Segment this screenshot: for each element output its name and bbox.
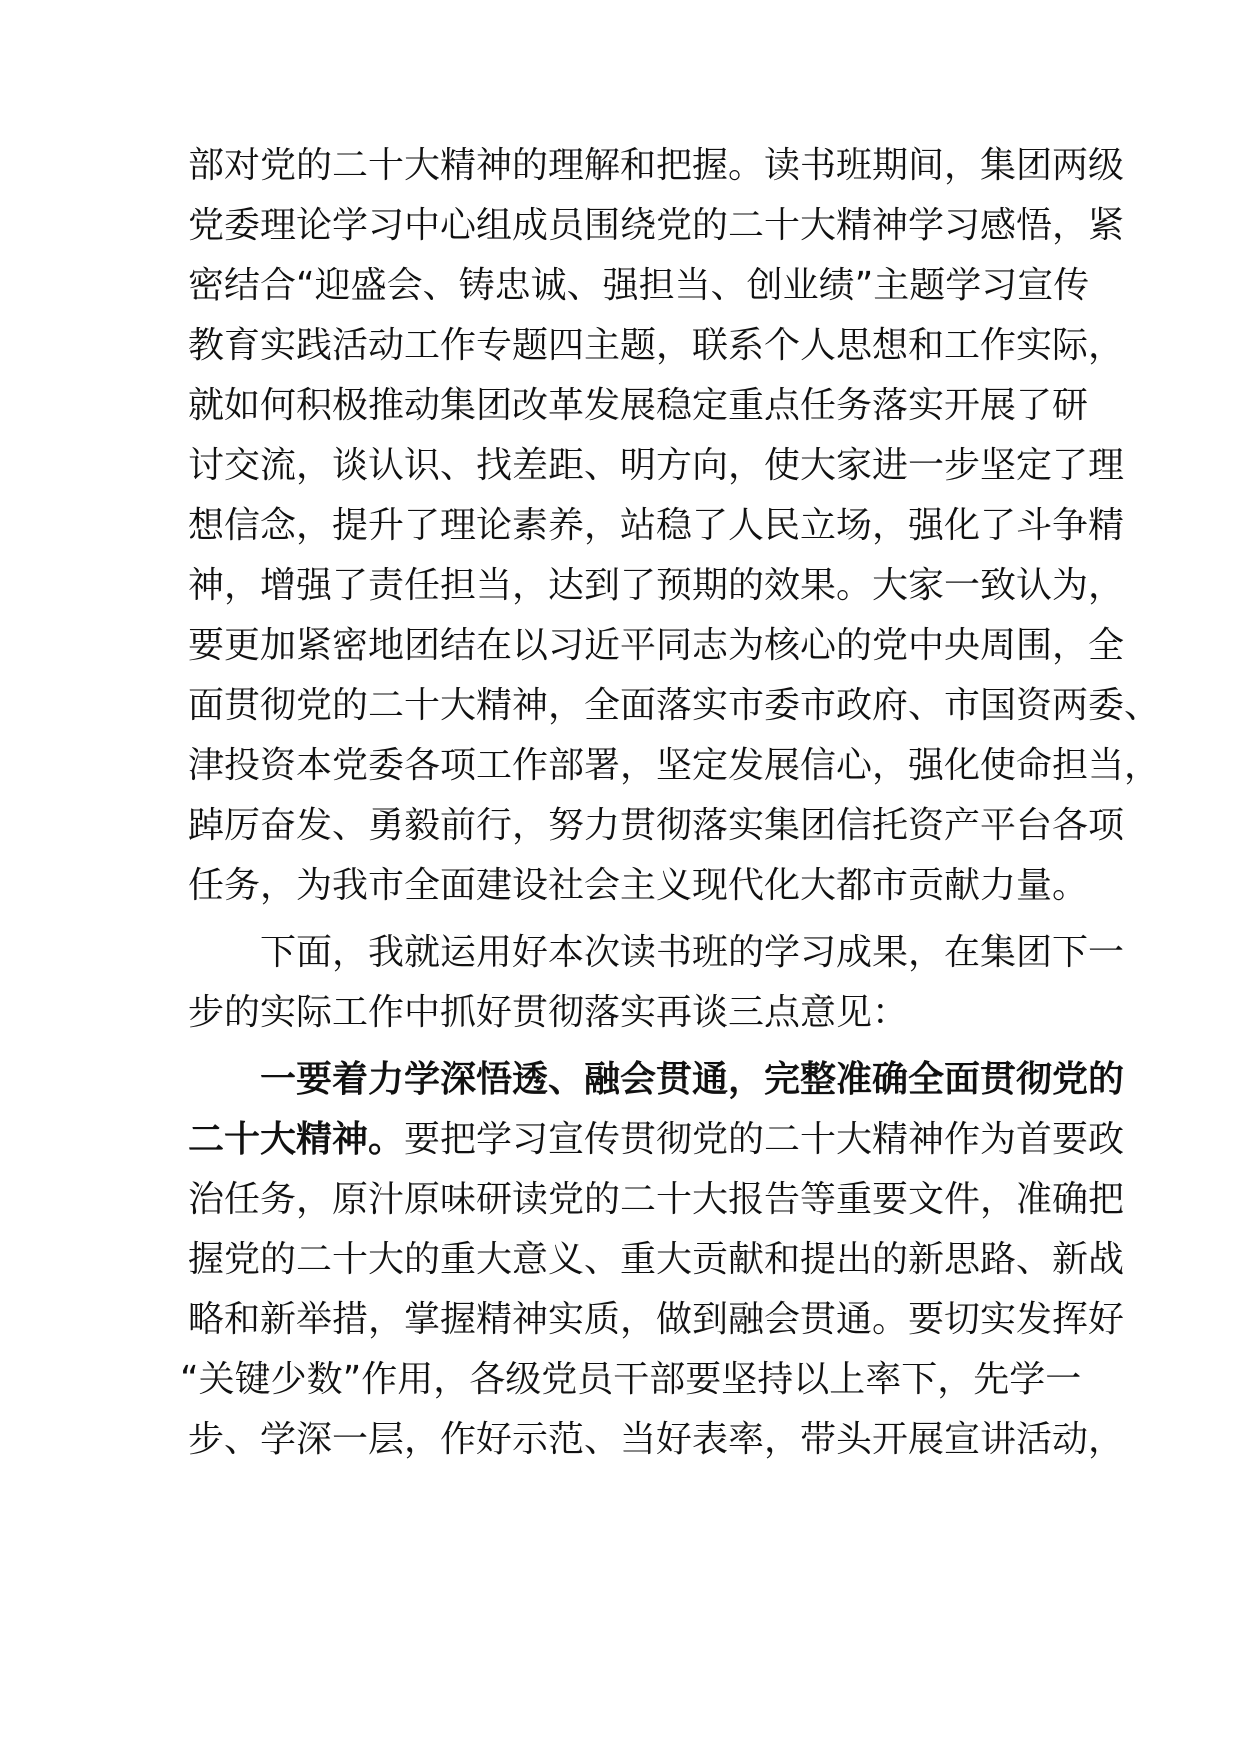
paragraph-line: 想信念，提升了理论素养，站稳了人民立场，强化了斗争精 — [188, 505, 1125, 546]
paragraph-line: 治任务，原汁原味研读党的二十大报告等重要文件，准确把 — [188, 1179, 1125, 1220]
paragraph-line: 讨交流，谈认识、找差距、明方向，使大家进一步坚定了理 — [188, 445, 1125, 486]
paragraph-line: 就如何积极推动集团改革发展稳定重点任务落实开展了研 — [188, 385, 1089, 426]
paragraph-line: 要更加紧密地团结在以习近平同志为核心的党中央周围，全 — [188, 625, 1125, 666]
paragraph-line: 握党的二十大的重大意义、重大贡献和提出的新思路、新战 — [188, 1239, 1125, 1280]
paragraph-line: “关键少数”作用，各级党员干部要坚持以上率下，先学一 — [180, 1359, 1082, 1400]
section-heading-end: 二十大精神。 — [188, 1119, 405, 1160]
section-heading-line: 一要着力学深悟透、融会贯通，完整准确全面贯彻党的 — [260, 1059, 1125, 1100]
paragraph-line: 步的实际工作中抓好贯彻落实再谈三点意见： — [188, 992, 909, 1033]
paragraph-line: 部对党的二十大精神的理解和把握。读书班期间，集团两级 — [188, 145, 1125, 186]
paragraph-line: 面贯彻党的二十大精神，全面落实市委市政府、市国资两委、 — [188, 685, 1161, 726]
paragraph-line: 津投资本党委各项工作部署，坚定发展信心，强化使命担当， — [188, 745, 1161, 786]
paragraph-line — [188, 1107, 1125, 1173]
paragraph-line: 密结合“迎盛会、铸忠诚、强担当、创业绩”主题学习宣传 — [188, 265, 1090, 306]
paragraph-line: 神，增强了责任担当，达到了预期的效果。大家一致认为， — [188, 565, 1125, 606]
paragraph-line: 下面，我就运用好本次读书班的学习成果，在集团下一 — [260, 932, 1125, 973]
paragraph-line: 党委理论学习中心组成员围绕党的二十大精神学习感悟，紧 — [188, 205, 1125, 246]
paragraph-line: 教育实践活动工作专题四主题，联系个人思想和工作实际， — [188, 325, 1125, 366]
paragraph-line: 略和新举措，掌握精神实质，做到融会贯通。要切实发挥好 — [188, 1299, 1125, 1340]
paragraph-line: 任务，为我市全面建设社会主义现代化大都市贡献力量。 — [188, 865, 1089, 906]
paragraph-text: 要把学习宣传贯彻党的二十大精神作为首要政 — [404, 1119, 1125, 1160]
paragraph-line: 步、学深一层，作好示范、当好表率，带头开展宣讲活动， — [188, 1419, 1125, 1460]
paragraph-line: 踔厉奋发、勇毅前行，努力贯彻落实集团信托资产平台各项 — [188, 805, 1125, 846]
